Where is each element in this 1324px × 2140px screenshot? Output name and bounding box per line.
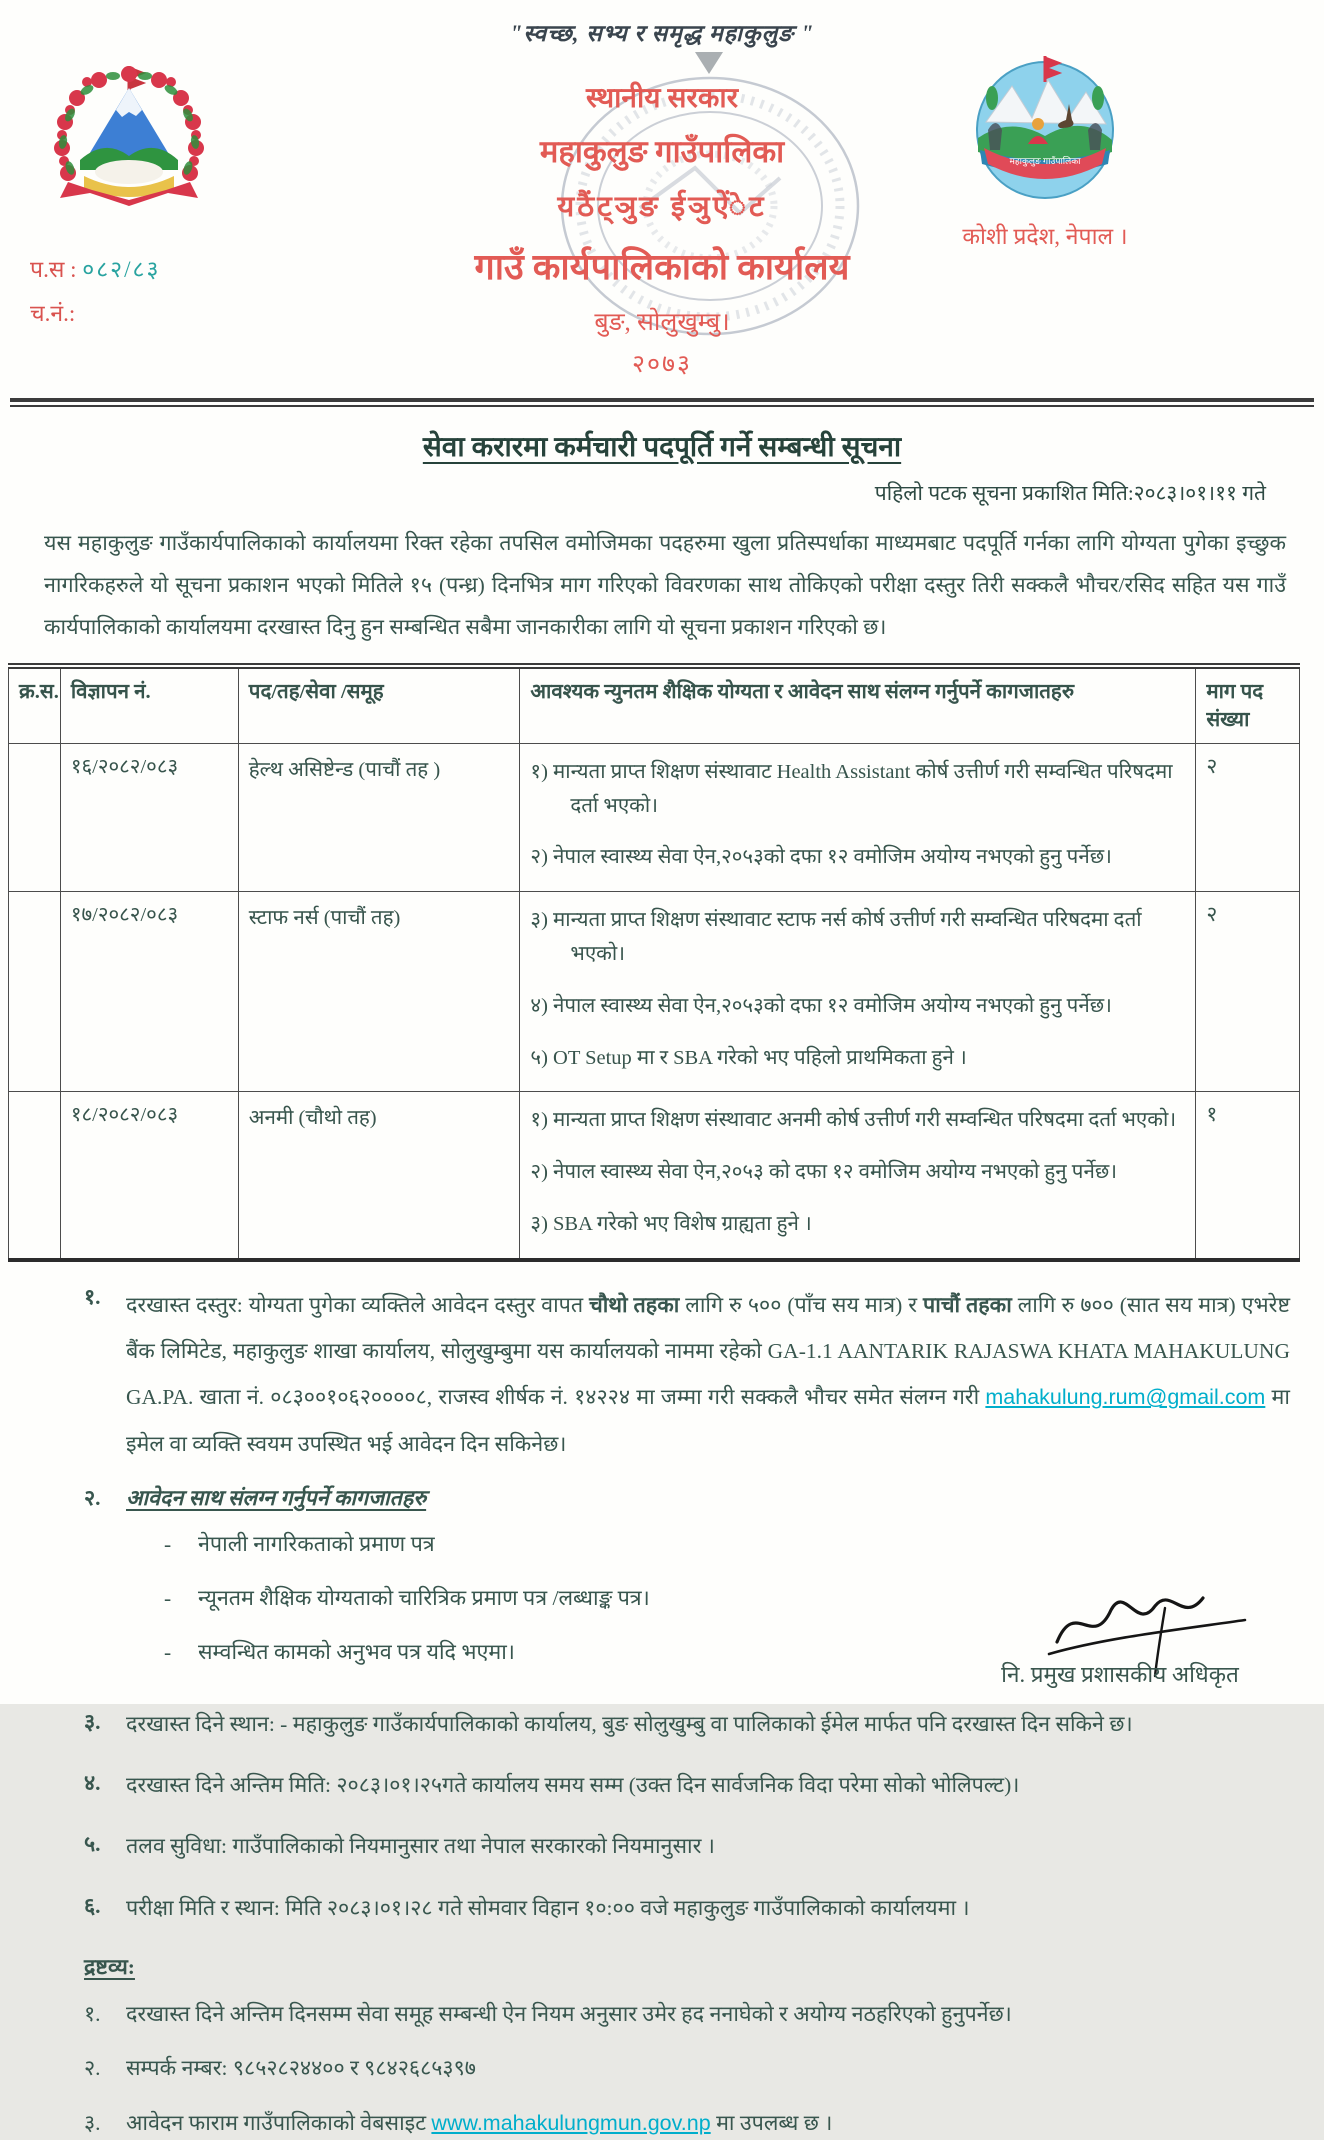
note-item — [84, 1997, 1290, 2031]
detail-item-fee — [84, 1282, 1290, 1467]
dash-marker: - — [164, 1531, 172, 1556]
item-text: तलव सुविधा: गाउँपालिकाको नियमानुसार तथा नेपाल सरकारको नियमानुसार । — [126, 1834, 715, 1859]
requirement-item: १) मान्यता प्राप्त शिक्षण संस्थावाट Health Assistant कोर्ष उत्तीर्ण गरी सम्वन्धित परिषदमा दर्ता भएको। — [530, 760, 1173, 817]
municipality-logo-icon — [970, 52, 1120, 202]
header-sn: क्र.स. — [9, 666, 61, 744]
header-divider — [10, 398, 1314, 407]
bullet-item — [164, 1528, 1290, 1560]
fee-bold-fourth-level: चौथो तहका — [589, 1292, 680, 1317]
table-row — [9, 892, 1300, 1092]
year-line: २०७३ — [631, 351, 692, 378]
item-number: ५. — [84, 1832, 101, 1857]
detail-item-exam — [84, 1891, 1290, 1931]
fee-bold-fifth-level: पाचौं तहका — [923, 1292, 1012, 1317]
office-heading-block — [342, 78, 982, 380]
cell-ad-no: १८/२०८२/०८३ — [60, 1092, 238, 1260]
cell-count: १ — [1196, 1092, 1300, 1260]
fee-text — [126, 1282, 1290, 1467]
intro-paragraph: यस महाकुलुङ गाउँकार्यपालिकाको कार्यालयमा रिक्त रहेका तपसिल वमोजिमका पदहरुमा खुला प्रतिस्पर्धाका माध्यमबाट पदपूर्ति गर्नका लागि योग्यता पुगेका इच्छुक नागरिकहरुले यो सूचना प्रकाशन भएको मितिले १५ (पन्ध्र) दिनभित्र माग गरिएको विवरणका साथ तोकिएको परीक्षा दस्तुर तिरी सक्कलै भौचर/रसिद सहित यस गाउँ कार्यपालिकाको कार्यालयमा दरखास्त दिनु हुन सम्बन्धित सबैमा जानकारीका लागि यो सूचना प्रकाशन गरिएको छ। — [44, 531, 1286, 639]
note3-seg1: आवेदन फाराम गाउँपालिकाको वेबसाइट — [126, 2110, 432, 2135]
header-count: माग पद संख्या — [1196, 666, 1300, 744]
requirement-item: १) मान्यता प्राप्त शिक्षण संस्थावाट अनमी कोर्ष उत्तीर्ण गरी सम्वन्धित परिषदमा दर्ता भएको। — [530, 1109, 1177, 1132]
ref-value: ०८२/८३ — [82, 257, 161, 282]
fee-seg4: मा इमेल वा व्यक्ति स्वयम उपस्थित भई आवेदन दिन सकिनेछ। — [126, 1385, 1290, 1456]
requirement-item: २) नेपाल स्वास्थ्य सेवा ऐन,२०५३ को दफा १२ वमोजिम अयोग्य नभएको हुनु पर्नेछ। — [530, 1161, 1117, 1184]
cell-sn — [9, 1092, 61, 1260]
notes-heading: द्रष्टव्य: — [84, 1955, 135, 1980]
note3-seg2: मा उपलब्ध छ । — [710, 2110, 833, 2135]
note-text: दरखास्त दिने अन्तिम दिनसम्म सेवा समूह सम्बन्धी ऐन नियम अनुसार उमेर हद ननाघेको र अयोग्य नठहरिएको हुनुपर्नेछ। — [126, 2002, 1012, 2027]
note-text — [126, 2106, 1290, 2140]
cell-requirements — [520, 1092, 1196, 1260]
header-post: पद/तह/सेवा /समूह — [238, 666, 520, 744]
item-number: २. — [84, 1485, 101, 1510]
table-row — [9, 1092, 1300, 1260]
detail-item-salary — [84, 1829, 1290, 1869]
note-item — [84, 2106, 1290, 2140]
signature-block — [955, 1580, 1285, 1689]
cell-post: स्टाफ नर्स (पाचौं तह) — [238, 892, 520, 1092]
note-item — [84, 2051, 1290, 2085]
item-text: दरखास्त दिने अन्तिम मिति: २०८३।०१।२५गते कार्यालय समय सम्म (उक्त दिन सार्वजनिक विदा परेमा सोको भोलिपल्ट)। — [126, 1772, 1020, 1797]
address-line: बुङ, सोलुखुम्बु। — [594, 309, 730, 336]
svg-text:महाकुलुङ गाउँपालिका: महाकुलुङ गाउँपालिका — [1009, 156, 1081, 166]
motto-text: "स्वच्छ, सभ्य र समृद्ध महाकुलुङ " — [509, 21, 815, 46]
item-text: परीक्षा मिति र स्थान: मिति २०८३।०१।२८ गते सोमवार विहान १०:०० वजे महाकुलुङ गाउँपालिकाको कार्यालयमा । — [126, 1895, 970, 1920]
cell-ad-no: १६/२०८२/०८३ — [60, 743, 238, 891]
cell-post: अनमी (चौथो तह) — [238, 1092, 520, 1260]
item-number: १. — [84, 1284, 101, 1309]
cell-ad-no: १७/२०८२/०८३ — [60, 892, 238, 1092]
bullet-text: सम्वन्धित कामको अनुभव पत्र यदि भएमा। — [198, 1640, 515, 1665]
table-header-row — [9, 666, 1300, 744]
cell-count: २ — [1196, 743, 1300, 891]
fee-seg2: लागि रु ५०० (पाँच सय मात्र) र — [679, 1292, 924, 1317]
province-caption: कोशी प्रदेश, नेपाल । — [962, 224, 1128, 249]
header-ad-no: विज्ञापन नं. — [60, 666, 238, 744]
signatory-title: नि. प्रमुख प्रशासकीय अधिकृत — [1001, 1662, 1239, 1687]
municipality-logo-block — [920, 52, 1170, 251]
dispatch-label: च.नं.: — [30, 300, 76, 326]
requirement-item: ३) SBA गरेको भए विशेष ग्राह्यता हुने । — [530, 1213, 812, 1236]
note-number: १. — [84, 2002, 101, 2027]
requirement-item: ५) OT Setup मा र SBA गरेको भए पहिलो प्राथमिकता हुने । — [530, 1046, 967, 1069]
ref-label: प.स : — [30, 257, 77, 282]
dash-marker: - — [164, 1586, 172, 1611]
kirat-script-line: यठैंट्ञुङ ईञुऐंेट — [557, 191, 767, 223]
note-number: ३. — [84, 2110, 101, 2135]
municipality-name-line: महाकुलुङ गाउँपालिका — [539, 134, 785, 169]
note-text: सम्पर्क नम्बर: ९८५२८२४४०० र ९८४२६८५३९७ — [126, 2056, 476, 2081]
website-link[interactable]: www.mahakulungmun.gov.np — [431, 2110, 711, 2135]
cell-sn — [9, 743, 61, 891]
dash-marker: - — [164, 1640, 172, 1665]
notice-title: सेवा करारमा कर्मचारी पदपूर्ति गर्ने सम्बन्धी सूचना — [422, 432, 902, 463]
local-government-line: स्थानीय सरकार — [585, 83, 739, 114]
reference-numbers — [30, 248, 160, 335]
fee-seg1: दरखास्त दस्तुर: योग्यता पुगेका व्यक्तिले आवेदन दस्तुर वापत — [126, 1292, 590, 1317]
office-name-line: गाउँ कार्यपालिकाको कार्यालय — [474, 247, 850, 287]
requirement-item: २) नेपाल स्वास्थ्य सेवा ऐन,२०५३को दफा १२ वमोजिम अयोग्य नभएको हुनु पर्नेछ। — [530, 846, 1112, 869]
published-date: पहिलो पटक सूचना प्रकाशित मिति:२०८३।०१।११ गते — [874, 481, 1266, 505]
item-number: ३. — [84, 1709, 101, 1734]
detail-item-place — [84, 1707, 1290, 1747]
bullet-text: नेपाली नागरिकताको प्रमाण पत्र — [198, 1531, 435, 1556]
fee-seg3: लागि रु ७०० (सात सय मात्र) एभरेष्ट बैंक लिमिटेड, महाकुलुङ शाखा कार्यालय, सोलुखुम्बुमा यस कार्यालयको नाममा रहेको GA-1.1 AANTARIK RAJASWA KHATA MAHAKULUNG GA.PA. खाता नं. ०८३००१०६२००००८, राजस्व शीर्षक नं. १४२२४ मा जम्मा गरी सक्कलै भौचर समेत संलग्न गरी — [126, 1292, 1291, 1410]
cell-post: हेल्थ असिष्टेन्ड (पाचौं तह ) — [238, 743, 520, 891]
email-link[interactable]: mahakulung.rum@gmail.com — [985, 1385, 1266, 1410]
item-number: ६. — [84, 1893, 101, 1918]
notes-list — [84, 1997, 1290, 2140]
nepal-emblem-icon — [50, 60, 208, 240]
cell-requirements — [520, 892, 1196, 1092]
cell-count: २ — [1196, 892, 1300, 1092]
bullet-text: न्यूनतम शैक्षिक योग्यताको चारित्रिक प्रमाण पत्र /लब्धाङ्क पत्र। — [198, 1586, 650, 1611]
table-row — [9, 743, 1300, 891]
detail-item-deadline — [84, 1768, 1290, 1808]
documents-heading: आवेदन साथ संलग्न गर्नुपर्ने कागजातहरु — [126, 1485, 427, 1510]
header-requirements: आवश्यक न्युनतम शैक्षिक योग्यता र आवेदन साथ संलग्न गर्नुपर्ने कागजातहरु — [520, 666, 1196, 744]
item-text: दरखास्त दिने स्थान: - महाकुलुङ गाउँकार्यपालिकाको कार्यालय, बुङ सोलुखुम्बु वा पालिकाको ईमेल मार्फत पनि दरखास्त दिन सकिने छ। — [126, 1711, 1133, 1736]
vacancy-table — [8, 663, 1300, 1262]
cell-sn — [9, 892, 61, 1092]
cell-requirements — [520, 743, 1196, 891]
item-number: ४. — [84, 1770, 101, 1795]
requirement-item: ४) नेपाल स्वास्थ्य सेवा ऐन,२०५३को दफा १२ वमोजिम अयोग्य नभएको हुनु पर्नेछ। — [530, 994, 1112, 1017]
letterhead — [0, 0, 1324, 398]
requirement-item: ३) मान्यता प्राप्त शिक्षण संस्थावाट स्टाफ नर्स कोर्ष उत्तीर्ण गरी सम्वन्धित परिषदमा दर्ता भएको। — [530, 909, 1142, 966]
note-number: २. — [84, 2056, 101, 2081]
